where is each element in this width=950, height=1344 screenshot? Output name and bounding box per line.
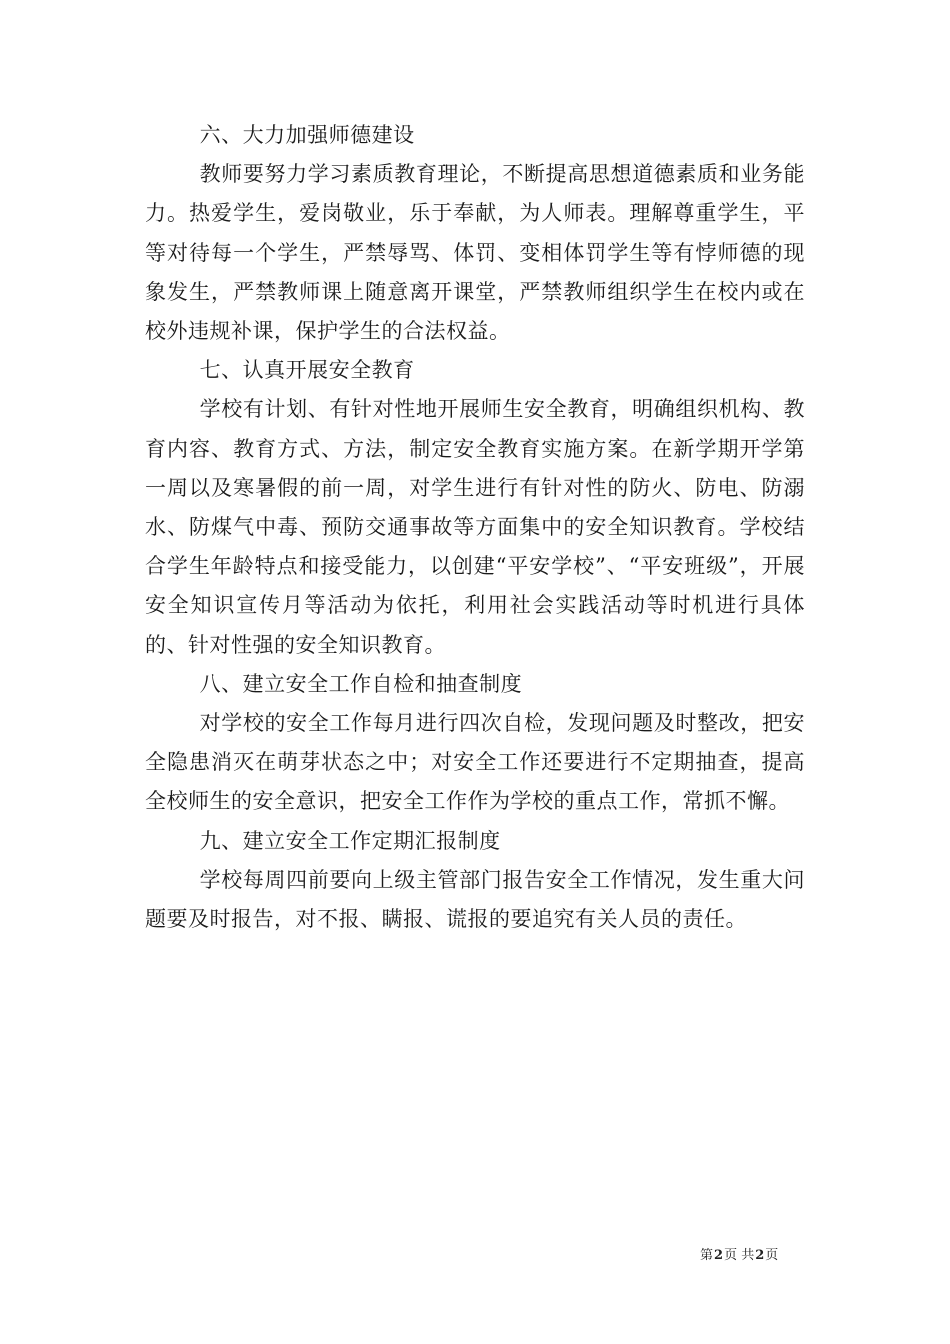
section-heading-8: 八、建立安全工作自检和抽查制度 (199, 671, 523, 696)
footer-middle: 页 共 (724, 1248, 755, 1263)
document-body (145, 116, 805, 939)
footer-prefix: 第 (700, 1248, 714, 1263)
current-page-number: 2 (714, 1248, 724, 1263)
section-heading-9: 九、建立安全工作定期汇报制度 (199, 828, 501, 853)
section-body-8: 对学校的安全工作每月进行四次自检，发现问题及时整改，把安全隐患消灭在萌芽状态之中；对安全工作还要进行不定期抽查，提高全校师生的安全意识，把安全工作作为学校的重点工作，常抓不懈。 (145, 711, 805, 814)
section-body-7: 学校有计划、有针对性地开展师生安全教育，明确组织机构、教育内容、教育方式、方法，制定安全教育实施方案。在新学期开学第一周以及寒暑假的前一周，对学生进行有针对性的防火、防电、防溺水、防煤气中毒、预防交通事故等方面集中的安全知识教育。学校结合学生年龄特点和接受能力，以创建“平安学校”、“平安班级”，开展安全知识宣传月等活动为依托，利用社会实践活动等时机进行具体的、针对性强的安全知识教育。 (145, 397, 805, 657)
section-heading-6: 六、大力加强师德建设 (199, 123, 415, 147)
section-heading-7: 七、认真开展安全教育 (199, 358, 415, 383)
footer-suffix: 页 (765, 1248, 779, 1263)
page-footer (700, 1247, 840, 1265)
section-body-6: 教师要努力学习素质教育理论，不断提高思想道德素质和业务能力。热爱学生，爱岗敬业，乐于奉献，为人师表。理解尊重学生，平等对待每一个学生，严禁辱骂、体罚、变相体罚学生等有悖师德的现象发生，严禁教师课上随意离开课堂，严禁教师组织学生在校内或在校外违规补课，保护学生的合法权益。 (145, 162, 805, 344)
section-body-9: 学校每周四前要向上级主管部门报告安全工作情况，发生重大问题要及时报告，对不报、瞒报、谎报的要追究有关人员的责任。 (145, 867, 805, 932)
total-pages-number: 2 (755, 1248, 765, 1263)
